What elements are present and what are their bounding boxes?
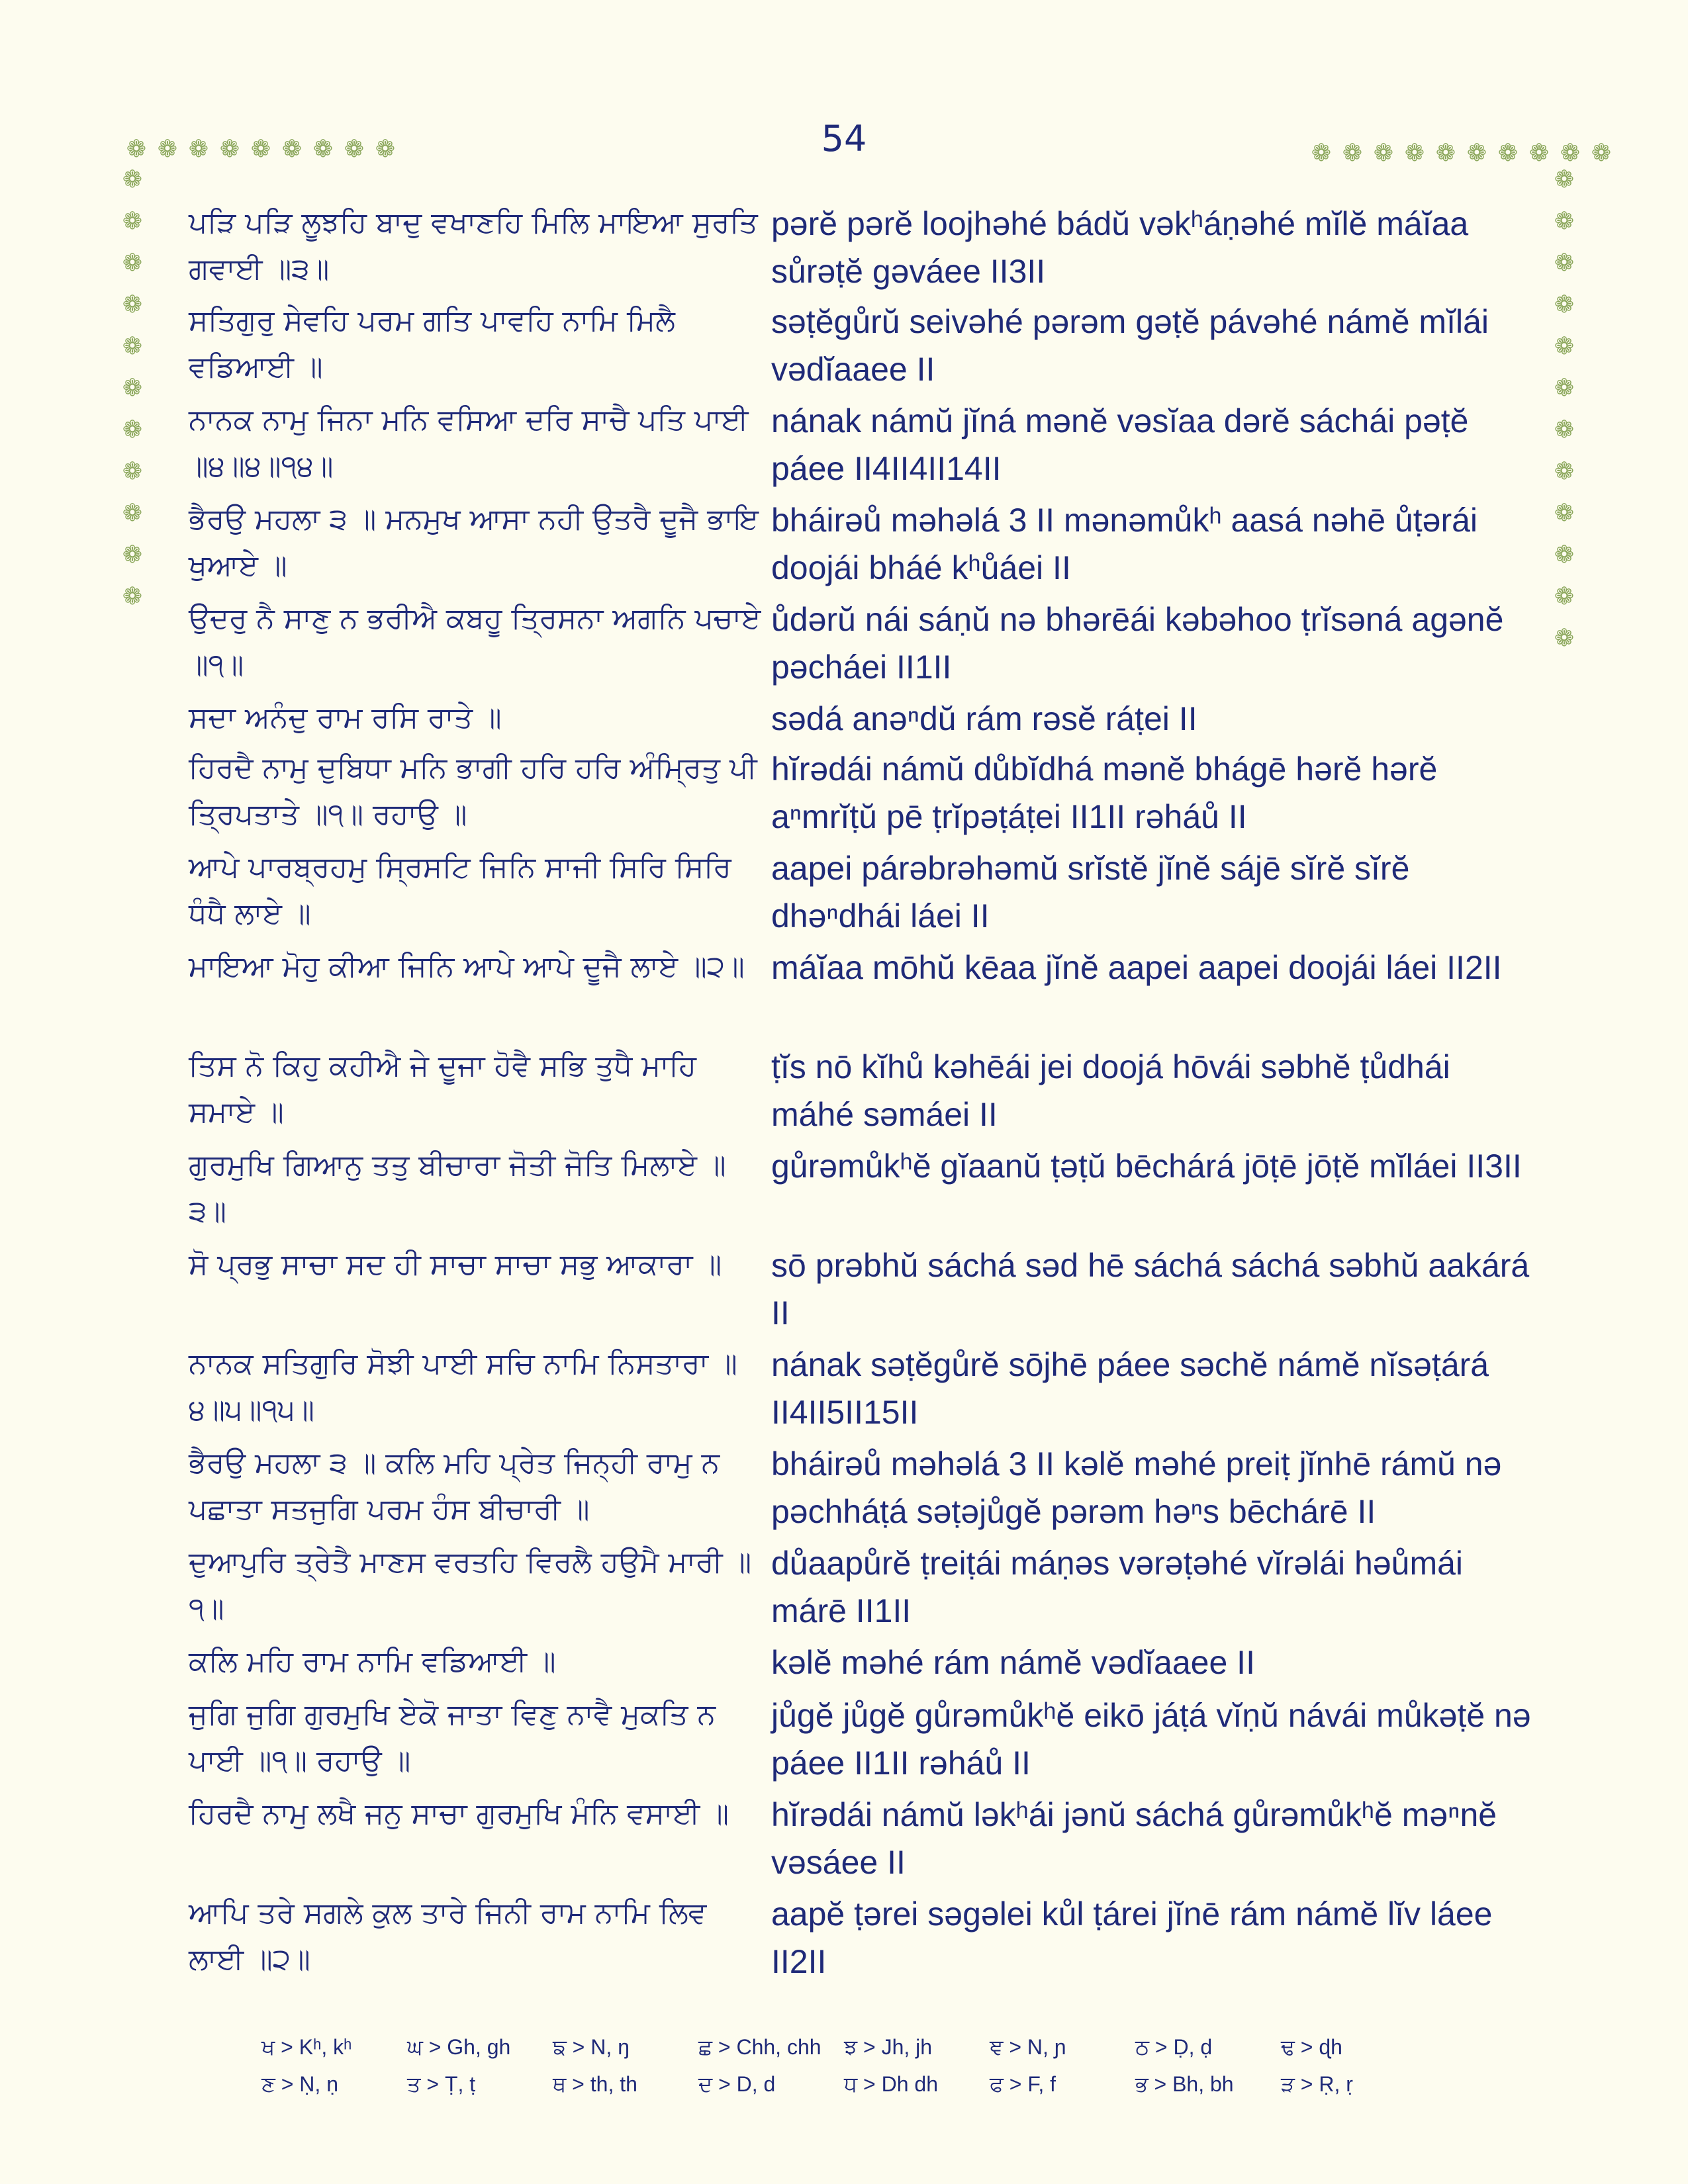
flower-icon: ❁: [1554, 500, 1575, 527]
transliteration-text: aapei párəbrəhəmŭ srĭstĕ jĭnĕ sájē sĭrĕ sĭrĕ dhəⁿdhái láei II: [771, 850, 1410, 934]
legend-entry: ਘ > Gh, gh: [407, 2035, 511, 2059]
legend-entry: ਦ > D, d: [698, 2072, 776, 2096]
legend-entry: ਠ > Ḍ, ḍ: [1135, 2035, 1213, 2059]
verse-row: [189, 844, 1552, 944]
flower-icon: ❁: [157, 136, 178, 163]
legend-entry: ਧ > Dh dh: [844, 2072, 939, 2096]
gurmukhi-text: ਆਪਿ ਤਰੇ ਸਗਲੇ ਕੁਲ ਤਾਰੇ ਜਿਨੀ ਰਾਮ ਨਾਮਿ ਲਿਵ ਲਾਈ ॥੨॥: [189, 1896, 707, 1976]
flower-icon: ❁: [375, 136, 396, 163]
gurmukhi-text: ਭੈਰਉ ਮਹਲਾ ੩ ॥ ਕਲਿ ਮਹਿ ਪ੍ਰੇਤ ਜਿਨ੍ਹੀ ਰਾਮੁ ਨ ਪਛਾਤਾ ਸਤਜੁਗਿ ਪਰਮ ਹੰਸ ਬੀਚਾਰੀ ॥: [189, 1446, 720, 1526]
transliteration-text: máĭaa mōhŭ kēaa jĭnĕ aapei aapei doojái láei II2II: [771, 949, 1502, 986]
transliteration-text: gůrəmůkʰĕ gĭaanŭ ṭəṭŭ bēchárá jōṭē jōṭĕ mĭláei II3II: [771, 1148, 1522, 1185]
transliteration-text: kəlĕ məhé rám námĕ vədĭaaee II: [771, 1644, 1255, 1681]
gurmukhi-text: ਸੋ ਪ੍ਰਭੁ ਸਾਚਾ ਸਦ ਹੀ ਸਾਚਾ ਸਾਚਾ ਸਭੁ ਆਕਾਰਾ ॥: [189, 1248, 722, 1281]
flower-icon: ❁: [250, 136, 271, 163]
legend-entry: ਙ > N, ŋ: [553, 2035, 630, 2059]
verse-row: [189, 1142, 1552, 1242]
gurmukhi-text: ਦੁਆਪੁਰਿ ਤ੍ਰੇਤੈ ਮਾਣਸ ਵਰਤਹਿ ਵਿਰਲੈ ਹਉਮੈ ਮਾਰੀ ॥੧॥: [189, 1545, 752, 1625]
verse-row: [189, 695, 1552, 745]
transliteration-text: pərĕ pərĕ loojhəhé bádŭ vəkʰáṇəhé mĭlĕ máĭaa sůrəṭĕ gəváee II3II: [771, 205, 1469, 290]
gurmukhi-text: ਉਦਰੁ ਨੈ ਸਾਣੁ ਨ ਭਰੀਐ ਕਬਹੂ ਤ੍ਰਿਸਨਾ ਅਗਨਿ ਪਚਾਏ ॥੧॥: [189, 602, 761, 682]
legend-entry: ਛ > Chh, chh: [698, 2035, 821, 2059]
verse-row: [189, 1539, 1552, 1639]
gurmukhi-text: ਹਿਰਦੈ ਨਾਮੁ ਲਖੈ ਜਨੁ ਸਾਚਾ ਗੁਰਮੁਖਿ ਮੰਨਿ ਵਸਾਈ ॥: [189, 1797, 729, 1831]
verse-row: [189, 496, 1552, 596]
flower-icon: ❁: [122, 500, 143, 527]
verse-row: [189, 298, 1552, 397]
gurmukhi-text: ਕਲਿ ਮਹਿ ਰਾਮ ਨਾਮਿ ਵਡਿਆਈ ॥: [189, 1645, 556, 1678]
gurmukhi-text: ਪੜਿ ਪੜਿ ਲੂਝਹਿ ਬਾਦੁ ਵਖਾਣਹਿ ਮਿਲਿ ਮਾਇਆ ਸੁਰਤਿ ਗਵਾਈ ॥੩॥: [189, 206, 758, 286]
gurmukhi-text: ਗੁਰਮੁਖਿ ਗਿਆਨੁ ਤਤੁ ਬੀਚਾਰਾ ਜੋਤੀ ਜੋਤਿ ਮਿਲਾਏ ॥੩॥: [189, 1148, 726, 1228]
flower-icon: ❁: [1554, 458, 1575, 485]
flower-icon: ❁: [1528, 140, 1550, 167]
gurmukhi-text: ਜੁਗਿ ਜੁਗਿ ਗੁਰਮੁਖਿ ਏਕੋ ਜਾਤਾ ਵਿਣੁ ਨਾਵੈ ਮੁਕਤਿ ਨ ਪਾਈ ॥੧॥ ਰਹਾਉ ॥: [189, 1698, 716, 1778]
flower-icon: ❁: [281, 136, 303, 163]
legend-entry: ਥ > th, th: [553, 2072, 637, 2096]
gurmukhi-text: ਹਿਰਦੈ ਨਾਮੁ ਦੁਬਿਧਾ ਮਨਿ ਭਾਗੀ ਹਰਿ ਹਰਿ ਅੰਮ੍ਰਿਤੁ ਪੀ ਤ੍ਰਿਪਤਾਤੇ ॥੧॥ ਰਹਾਉ ॥: [189, 751, 757, 831]
flower-icon: ❁: [312, 136, 334, 163]
verse-row: [189, 1043, 1552, 1142]
flower-icon: ❁: [1311, 140, 1332, 167]
flower-icon: ❁: [1554, 416, 1575, 443]
flower-icon: ❁: [1554, 208, 1575, 235]
transliteration-text: ůdərŭ nái sáṇŭ nə bhərēái kəbəhoo ṭrĭsəná agənĕ pəcháei II1II: [771, 601, 1504, 686]
flower-icon: ❁: [1466, 140, 1487, 167]
transliteration-text: aapĕ ṭərei səgəlei kůl ṭárei jĭnē rám námĕ lĭv láee II2II: [771, 1895, 1493, 1980]
gurmukhi-text: ਭੈਰਉ ਮਹਲਾ ੩ ॥ ਮਨਮੁਖ ਆਸਾ ਨਹੀ ਉਤਰੈ ਦੂਜੈ ਭਾਇ ਖੁਆਏ ॥: [189, 502, 759, 582]
verse-row: [189, 944, 1552, 1043]
flower-icon: ❁: [1435, 140, 1456, 167]
flower-icon: ❁: [122, 333, 143, 360]
flower-icon: ❁: [1554, 333, 1575, 360]
flower-icon: ❁: [1554, 250, 1575, 277]
flower-icon: ❁: [1554, 625, 1575, 652]
verse-table: [189, 200, 1552, 1989]
flower-icon: ❁: [126, 136, 147, 163]
transliteration-text: bháirəů məhəlá 3 II kəlĕ məhé preiṭ jĭnhē rámŭ nə pəchháṭá səṭəjůgĕ pərəm həⁿs bēchárē II: [771, 1445, 1502, 1530]
flower-icon: ❁: [122, 458, 143, 485]
verse-row: [189, 1692, 1552, 1791]
gurmukhi-text: ਤਿਸ ਨੋ ਕਿਹੁ ਕਹੀਐ ਜੇ ਦੂਜਾ ਹੋਵੈ ਸਭਿ ਤੁਧੈ ਮਾਹਿ ਸਮਾਏ ॥: [189, 1049, 696, 1129]
flower-icon: ❁: [1342, 140, 1363, 167]
gurmukhi-text: ਨਾਨਕ ਸਤਿਗੁਰਿ ਸੋਝੀ ਪਾਈ ਸਚਿ ਨਾਮਿ ਨਿਸਤਾਰਾ ॥੪॥੫॥੧੫॥: [189, 1347, 737, 1427]
flower-icon: ❁: [1373, 140, 1394, 167]
verse-row: [189, 1242, 1552, 1341]
page-number: 54: [821, 118, 867, 159]
legend-entry: ਣ > Ṇ, ṇ: [261, 2072, 338, 2096]
transliteration-text: nának námŭ jĭná mənĕ vəsĭaa dərĕ sáchái pəṭĕ páee II4II4II14II: [771, 402, 1469, 487]
flower-icon: ❁: [1560, 140, 1581, 167]
flower-icon: ❁: [122, 208, 143, 235]
legend-entry: ਫ > F, f: [990, 2072, 1056, 2096]
transliteration-text: důaapůrĕ ṭreiṭái máṇəs vərəṭəhé vĭrəlái həůmái márē II1II: [771, 1545, 1464, 1629]
verse-row: [189, 1440, 1552, 1539]
flower-icon: ❁: [122, 250, 143, 277]
transliteration-text: ṭĭs nō kĭhů kəhēái jei doojá hōvái səbhĕ ṭůdhái máhé səmáei II: [771, 1048, 1450, 1133]
flower-border-left: [120, 159, 144, 617]
legend-entry: ੜ > Ṛ, ṛ: [1281, 2072, 1353, 2096]
flower-icon: ❁: [1554, 583, 1575, 610]
verse-row: [189, 1341, 1552, 1440]
flower-icon: ❁: [1554, 166, 1575, 193]
legend-entry: ਝ > Jh, jh: [844, 2035, 933, 2059]
legend-entry: ਤ > Ṭ, ṭ: [407, 2072, 476, 2096]
verse-row: [189, 1639, 1552, 1692]
legend-entry: ਢ > ɖh: [1281, 2035, 1342, 2059]
verse-row: [189, 1791, 1552, 1890]
flower-border-right: [1552, 159, 1576, 659]
gurmukhi-text: ਸਤਿਗੁਰੁ ਸੇਵਹਿ ਪਰਮ ਗਤਿ ਪਾਵਹਿ ਨਾਮਿ ਮਿਲੈ ਵਡਿਆਈ ॥: [189, 304, 675, 384]
flower-icon: ❁: [1554, 291, 1575, 318]
flower-icon: ❁: [1554, 375, 1575, 402]
flower-icon: ❁: [219, 136, 240, 163]
flower-icon: ❁: [122, 166, 143, 193]
gurmukhi-text: ਆਪੇ ਪਾਰਬ੍ਰਹਮੁ ਸ੍ਰਿਸਟਿ ਜਿਨਿ ਸਾਜੀ ਸਿਰਿ ਸਿਰਿ ਧੰਧੈ ਲਾਏ ॥: [189, 850, 731, 931]
flower-icon: ❁: [122, 583, 143, 610]
flower-icon: ❁: [1591, 140, 1612, 167]
flower-icon: ❁: [1404, 140, 1425, 167]
gurmukhi-text: ਸਦਾ ਅਨੰਦੁ ਰਾਮ ਰਸਿ ਰਾਤੇ ॥: [189, 701, 502, 735]
gurmukhi-text: ਨਾਨਕ ਨਾਮੁ ਜਿਨਾ ਮਨਿ ਵਸਿਆ ਦਰਿ ਸਾਚੈ ਪਤਿ ਪਾਈ ॥੪॥੪॥੧੪॥: [189, 403, 749, 483]
flower-icon: ❁: [1497, 140, 1519, 167]
verse-row: [189, 745, 1552, 844]
flower-icon: ❁: [122, 375, 143, 402]
transliteration-text: səṭĕgůrŭ seivəhé pərəm gəṭĕ pávəhé námĕ mĭlái vədĭaaee II: [771, 303, 1489, 388]
flower-icon: ❁: [344, 136, 365, 163]
transliteration-text: jůgĕ jůgĕ gůrəmůkʰĕ eikō jáṭá vĭṇŭ návái můkəṭĕ nə páee II1II rəháů II: [771, 1697, 1531, 1782]
flower-border-top-left: [124, 138, 397, 161]
flower-icon: ❁: [122, 541, 143, 569]
transliteration-text: hĭrədái námŭ důbĭdhá mənĕ bhágē hərĕ hərĕ aⁿmrĭṭŭ pē ṭrĭpəṭáṭei II1II rəháů II: [771, 751, 1438, 835]
verse-row: [189, 596, 1552, 695]
flower-icon: ❁: [122, 416, 143, 443]
flower-icon: ❁: [188, 136, 209, 163]
legend-entry: ਭ > Bh, bh: [1135, 2072, 1234, 2096]
verse-row: [189, 200, 1552, 298]
legend-entry: ਖ > Kʰ, kʰ: [261, 2035, 352, 2059]
transliteration-text: nának səṭĕgůrĕ sōjhē páee səchĕ námĕ nĭsəṭárá II4II5II15II: [771, 1346, 1489, 1431]
transliteration-legend: [261, 2035, 1427, 2097]
verse-row: [189, 397, 1552, 496]
gurmukhi-text: ਮਾਇਆ ਮੋਹੁ ਕੀਆ ਜਿਨਿ ਆਪੇ ਆਪੇ ਦੂਜੈ ਲਾਏ ॥੨॥: [189, 950, 745, 983]
transliteration-text: hĭrədái námŭ ləkʰái jənŭ sáchá gůrəmůkʰĕ məⁿnĕ vəsáee II: [771, 1796, 1497, 1881]
transliteration-text: sədá anəⁿdŭ rám rəsĕ ráṭei II: [771, 700, 1197, 737]
verse-row: [189, 1890, 1552, 1989]
legend-entry: ਞ > N, ɲ: [990, 2035, 1066, 2059]
flower-icon: ❁: [122, 291, 143, 318]
flower-icon: ❁: [1554, 541, 1575, 569]
transliteration-text: sō prəbhŭ sáchá səd hē sáchá sáchá səbhŭ aakárá II: [771, 1247, 1530, 1332]
transliteration-text: bháirəů məhəlá 3 II mənəmůkʰ aasá nəhē ůṭərái doojái bháé kʰůáei II: [771, 502, 1478, 586]
